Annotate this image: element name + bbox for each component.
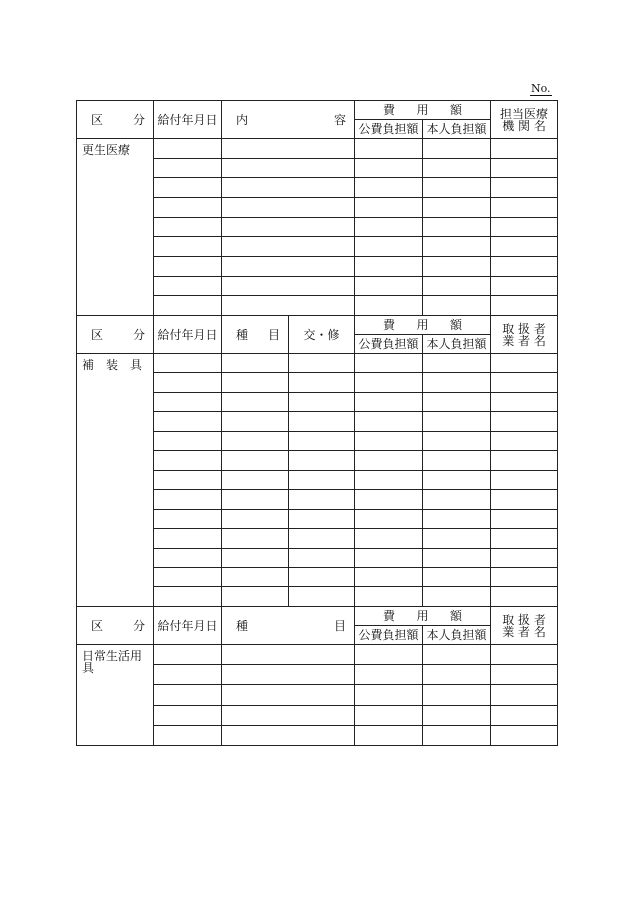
cell-self-cost[interactable]: [423, 392, 491, 411]
cell-date[interactable]: [154, 139, 222, 159]
cell-date[interactable]: [154, 237, 222, 257]
cell-public-cost[interactable]: [355, 665, 423, 685]
cell-agency[interactable]: [491, 373, 558, 392]
header-agency: [491, 101, 558, 139]
header-char: 額: [450, 103, 463, 117]
cell-exchange[interactable]: [289, 548, 355, 567]
cell-type[interactable]: [222, 412, 289, 431]
header-public-cost: 公費負担額: [355, 335, 423, 354]
cell-self-cost[interactable]: [423, 490, 491, 509]
cell-date[interactable]: [154, 509, 222, 528]
cell-agency[interactable]: [491, 725, 558, 745]
cell-date[interactable]: [154, 685, 222, 705]
cell-date[interactable]: [154, 197, 222, 217]
header-char: 目: [333, 618, 346, 633]
header-char: 費: [383, 609, 396, 623]
benefit-ledger-table: [76, 100, 558, 746]
cell-self-cost[interactable]: [423, 178, 491, 198]
cell-content[interactable]: [222, 725, 355, 745]
cell-agency[interactable]: [491, 470, 558, 489]
cell-exchange[interactable]: [289, 509, 355, 528]
cell-content[interactable]: [222, 685, 355, 705]
cell-self-cost[interactable]: [423, 373, 491, 392]
header-char: 区: [91, 327, 104, 342]
cell-public-cost[interactable]: [355, 296, 423, 316]
cell-public-cost[interactable]: [355, 158, 423, 178]
cell-public-cost[interactable]: [355, 197, 423, 217]
cell-public-cost[interactable]: [355, 567, 423, 586]
cell-self-cost[interactable]: [423, 139, 491, 159]
cell-type[interactable]: [222, 490, 289, 509]
header-date: 給付年月日: [154, 101, 222, 139]
cell-self-cost[interactable]: [423, 237, 491, 257]
cell-public-cost[interactable]: [355, 392, 423, 411]
cell-self-cost[interactable]: [423, 567, 491, 586]
cell-self-cost[interactable]: [423, 256, 491, 276]
header-char: 内: [236, 112, 249, 127]
cell-content[interactable]: [222, 705, 355, 725]
cell-type[interactable]: [222, 354, 289, 373]
header-char: 費: [383, 103, 396, 117]
cell-exchange[interactable]: [289, 431, 355, 450]
cell-content[interactable]: [222, 276, 355, 296]
cell-date[interactable]: [154, 392, 222, 411]
cell-content[interactable]: [222, 197, 355, 217]
header-public-cost: 公費負担額: [355, 120, 423, 139]
cell-agency[interactable]: [491, 587, 558, 607]
cell-agency[interactable]: [491, 412, 558, 431]
cell-agency[interactable]: [491, 529, 558, 548]
cell-date[interactable]: [154, 158, 222, 178]
cell-self-cost[interactable]: [423, 412, 491, 431]
header-agency-line: 取 扱 者: [502, 321, 546, 336]
cell-type[interactable]: [222, 529, 289, 548]
cell-date[interactable]: [154, 412, 222, 431]
form-number-label: No.: [531, 82, 551, 95]
cell-date[interactable]: [154, 256, 222, 276]
header-type: [222, 316, 289, 354]
cell-agency[interactable]: [491, 645, 558, 665]
cell-self-cost[interactable]: [423, 529, 491, 548]
header-char: 用: [416, 318, 429, 332]
cell-date[interactable]: [154, 665, 222, 685]
category-label: 日常生活用具: [77, 645, 154, 746]
cell-self-cost[interactable]: [423, 217, 491, 237]
cell-public-cost[interactable]: [355, 645, 423, 665]
header-char: 容: [333, 112, 346, 127]
header-char: 目: [267, 327, 280, 342]
cell-agency[interactable]: [491, 139, 558, 159]
cell-exchange[interactable]: [289, 451, 355, 470]
header-agency-line: 機 関 名: [502, 118, 546, 133]
cell-self-cost[interactable]: [423, 197, 491, 217]
cell-date[interactable]: [154, 178, 222, 198]
header-self-cost: 本人負担額: [423, 120, 491, 139]
cell-public-cost[interactable]: [355, 451, 423, 470]
header-cost-total: [355, 101, 491, 120]
header-exchange: 交・修: [289, 316, 355, 354]
section-header-row: [77, 101, 558, 120]
cell-agency[interactable]: [491, 567, 558, 586]
cell-agency[interactable]: [491, 276, 558, 296]
cell-agency[interactable]: [491, 256, 558, 276]
cell-date[interactable]: [154, 431, 222, 450]
header-date: 給付年月日: [154, 316, 222, 354]
header-char: 分: [132, 618, 145, 633]
cell-agency[interactable]: [491, 296, 558, 316]
header-char: 種: [236, 618, 249, 633]
cell-type[interactable]: [222, 567, 289, 586]
cell-agency[interactable]: [491, 197, 558, 217]
cell-agency[interactable]: [491, 548, 558, 567]
cell-content[interactable]: [222, 645, 355, 665]
cell-self-cost[interactable]: [423, 470, 491, 489]
cell-public-cost[interactable]: [355, 276, 423, 296]
cell-public-cost[interactable]: [355, 256, 423, 276]
cell-public-cost[interactable]: [355, 509, 423, 528]
cell-type[interactable]: [222, 509, 289, 528]
cell-public-cost[interactable]: [355, 529, 423, 548]
cell-public-cost[interactable]: [355, 725, 423, 745]
cell-type[interactable]: [222, 431, 289, 450]
cell-public-cost[interactable]: [355, 139, 423, 159]
section-header-row: [77, 316, 558, 335]
header-agency: [491, 316, 558, 354]
cell-date[interactable]: [154, 296, 222, 316]
header-date: 給付年月日: [154, 607, 222, 645]
header-content: [222, 101, 355, 139]
cell-date[interactable]: [154, 490, 222, 509]
header-cost-total: [355, 316, 491, 335]
cell-agency[interactable]: [491, 237, 558, 257]
cell-public-cost[interactable]: [355, 548, 423, 567]
cell-self-cost[interactable]: [423, 158, 491, 178]
cell-agency[interactable]: [491, 431, 558, 450]
cell-self-cost[interactable]: [423, 509, 491, 528]
header-agency-line: 担当医療: [500, 106, 549, 121]
cell-exchange[interactable]: [289, 587, 355, 607]
cell-date[interactable]: [154, 470, 222, 489]
cell-exchange[interactable]: [289, 490, 355, 509]
cell-date[interactable]: [154, 276, 222, 296]
header-agency: [491, 607, 558, 645]
cell-public-cost[interactable]: [355, 217, 423, 237]
cell-agency[interactable]: [491, 354, 558, 373]
cell-self-cost[interactable]: [423, 645, 491, 665]
header-type: [222, 607, 355, 645]
cell-public-cost[interactable]: [355, 587, 423, 607]
cell-self-cost[interactable]: [423, 296, 491, 316]
category-label: 更生医療: [77, 139, 154, 316]
header-agency-line: 業 者 名: [502, 624, 546, 639]
cell-public-cost[interactable]: [355, 178, 423, 198]
cell-self-cost[interactable]: [423, 587, 491, 607]
cell-agency[interactable]: [491, 392, 558, 411]
header-self-cost: 本人負担額: [423, 335, 491, 354]
header-kubun: [77, 607, 154, 645]
header-agency-line: 業 者 名: [502, 333, 546, 348]
cell-content[interactable]: [222, 158, 355, 178]
cell-agency[interactable]: [491, 178, 558, 198]
header-self-cost: 本人負担額: [423, 626, 491, 645]
cell-self-cost[interactable]: [423, 725, 491, 745]
cell-self-cost[interactable]: [423, 354, 491, 373]
cell-self-cost[interactable]: [423, 685, 491, 705]
cell-date[interactable]: [154, 451, 222, 470]
header-char: 区: [91, 618, 104, 633]
header-public-cost: 公費負担額: [355, 626, 423, 645]
header-char: 種: [236, 327, 249, 342]
cell-date[interactable]: [154, 645, 222, 665]
cell-exchange[interactable]: [289, 529, 355, 548]
cell-date[interactable]: [154, 373, 222, 392]
cell-agency[interactable]: [491, 217, 558, 237]
cell-date[interactable]: [154, 587, 222, 607]
header-char: 分: [132, 112, 145, 127]
cell-public-cost[interactable]: [355, 237, 423, 257]
header-char: 区: [91, 112, 104, 127]
header-kubun: [77, 101, 154, 139]
cell-self-cost[interactable]: [423, 705, 491, 725]
cell-exchange[interactable]: [289, 412, 355, 431]
cell-exchange[interactable]: [289, 354, 355, 373]
cell-content[interactable]: [222, 296, 355, 316]
cell-exchange[interactable]: [289, 392, 355, 411]
cell-type[interactable]: [222, 392, 289, 411]
cell-self-cost[interactable]: [423, 276, 491, 296]
cell-exchange[interactable]: [289, 373, 355, 392]
category-label: 補 装 具: [77, 354, 154, 607]
cell-type[interactable]: [222, 451, 289, 470]
cell-type[interactable]: [222, 548, 289, 567]
table-row: [77, 645, 558, 665]
cell-public-cost[interactable]: [355, 470, 423, 489]
header-char: 分: [132, 327, 145, 342]
cell-date[interactable]: [154, 354, 222, 373]
cell-public-cost[interactable]: [355, 490, 423, 509]
cell-public-cost[interactable]: [355, 685, 423, 705]
cell-date[interactable]: [154, 529, 222, 548]
header-char: 費: [383, 318, 396, 332]
cell-public-cost[interactable]: [355, 373, 423, 392]
cell-content[interactable]: [222, 178, 355, 198]
cell-type[interactable]: [222, 587, 289, 607]
cell-agency[interactable]: [491, 509, 558, 528]
cell-exchange[interactable]: [289, 470, 355, 489]
cell-date[interactable]: [154, 548, 222, 567]
cell-agency[interactable]: [491, 490, 558, 509]
cell-public-cost[interactable]: [355, 412, 423, 431]
cell-type[interactable]: [222, 470, 289, 489]
cell-agency[interactable]: [491, 665, 558, 685]
cell-date[interactable]: [154, 217, 222, 237]
cell-content[interactable]: [222, 665, 355, 685]
cell-self-cost[interactable]: [423, 451, 491, 470]
section-header-row: [77, 607, 558, 626]
header-char: 額: [450, 609, 463, 623]
cell-agency[interactable]: [491, 705, 558, 725]
table-row: [77, 354, 558, 373]
cell-agency[interactable]: [491, 685, 558, 705]
cell-self-cost[interactable]: [423, 665, 491, 685]
cell-date[interactable]: [154, 725, 222, 745]
cell-self-cost[interactable]: [423, 431, 491, 450]
cell-date[interactable]: [154, 705, 222, 725]
cell-public-cost[interactable]: [355, 705, 423, 725]
cell-content[interactable]: [222, 256, 355, 276]
header-char: 用: [416, 103, 429, 117]
cell-content[interactable]: [222, 237, 355, 257]
header-char: 額: [450, 318, 463, 332]
cell-self-cost[interactable]: [423, 548, 491, 567]
header-char: 用: [416, 609, 429, 623]
cell-agency[interactable]: [491, 158, 558, 178]
table-row: [77, 139, 558, 159]
header-cost-total: [355, 607, 491, 626]
header-agency-line: 取 扱 者: [502, 612, 546, 627]
cell-date[interactable]: [154, 567, 222, 586]
cell-type[interactable]: [222, 373, 289, 392]
cell-content[interactable]: [222, 139, 355, 159]
header-kubun: [77, 316, 154, 354]
cell-content[interactable]: [222, 217, 355, 237]
cell-public-cost[interactable]: [355, 431, 423, 450]
cell-agency[interactable]: [491, 451, 558, 470]
cell-public-cost[interactable]: [355, 354, 423, 373]
cell-exchange[interactable]: [289, 567, 355, 586]
